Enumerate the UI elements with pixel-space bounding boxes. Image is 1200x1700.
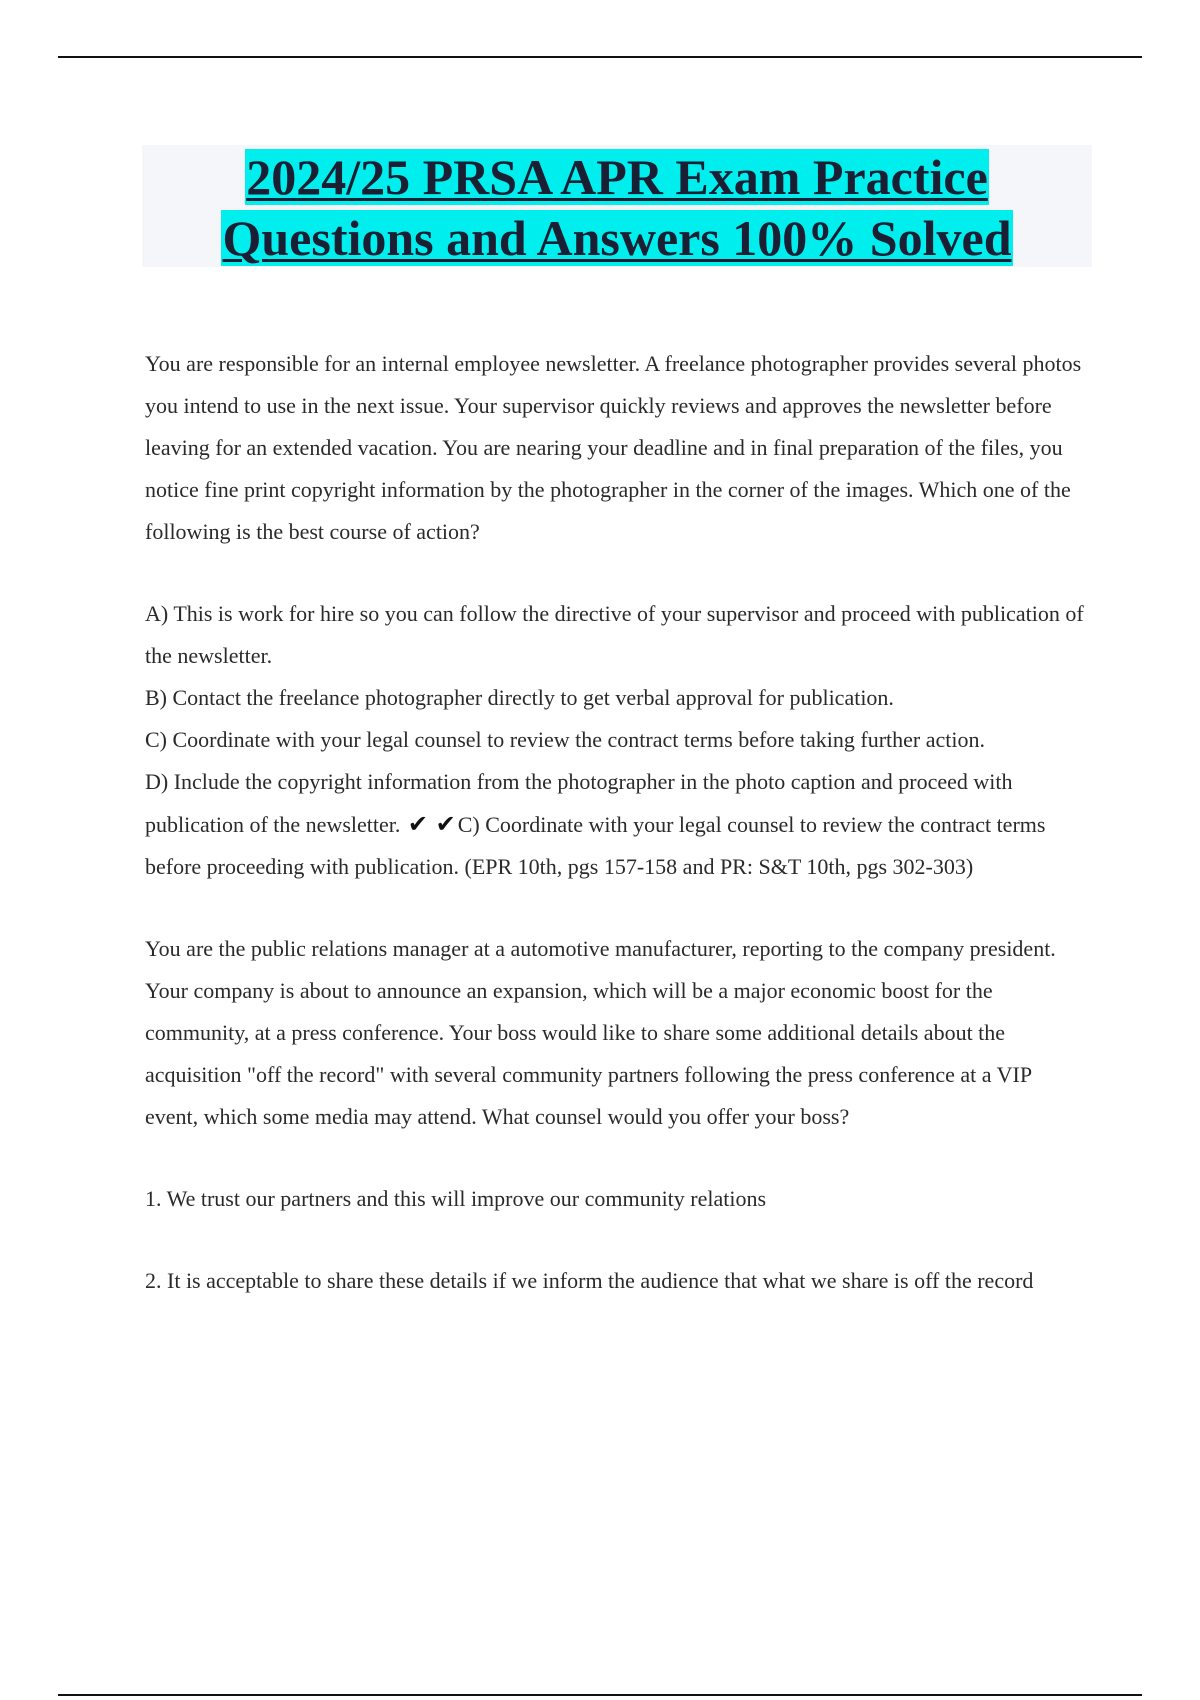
question-2-option-2: 2. It is acceptable to share these details if we inform the audience that what we share is off the record bbox=[145, 1268, 1034, 1293]
question-2-text: You are the public relations manager at a automotive manufacturer, reporting to the company president. Your company is about to announce an expansion, which will be a major economic boost for the community, at a press conference. Your boss would like to share some additional details about the acquisition "off the record" with several community partners following the press conference at a VIP event, which some media may attend. What counsel would you offer your boss? bbox=[145, 936, 1056, 1129]
question-1-option-d-and-answer bbox=[145, 761, 1085, 888]
question-1-answer: C) Coordinate with your legal counsel to review the contract terms before proceeding with publication. (EPR 10th, pgs 157-158 and PR: S&T 10th, pgs 302-303) bbox=[145, 812, 1046, 879]
question-1-option-d: D) Include the copyright information from the photographer in the photo caption and proceed with publication of the newsletter. bbox=[145, 769, 1013, 837]
question-1-text: You are responsible for an internal employee newsletter. A freelance photographer provides several photos you intend to use in the next issue. Your supervisor quickly reviews and approves the newsletter before leaving for an extended vacation. You are nearing your deadline and in final preparation of the files, you notice fine print copyright information by the photographer in the corner of the images. Which one of the following is the best course of action? bbox=[145, 351, 1082, 544]
footer-rule bbox=[58, 1694, 1142, 1696]
page-title bbox=[142, 145, 1092, 269]
title-line-1: 2024/25 PRSA APR Exam Practice bbox=[246, 149, 988, 205]
checkmark-icon: ✔ ✔ bbox=[407, 810, 456, 838]
question-1-option-c: C) Coordinate with your legal counsel to review the contract terms before taking further action. bbox=[145, 727, 985, 752]
question-1-option-a: A) This is work for hire so you can follow the directive of your supervisor and proceed with publication of the newsletter. bbox=[145, 601, 1084, 668]
title-box bbox=[142, 145, 1092, 267]
title-line-2: Questions and Answers 100% Solved bbox=[222, 210, 1012, 266]
header-rule bbox=[58, 56, 1142, 58]
question-2-option-1: 1. We trust our partners and this will improve our community relations bbox=[145, 1186, 767, 1211]
document-body bbox=[145, 343, 1085, 1302]
question-1-option-b: B) Contact the freelance photographer directly to get verbal approval for publication. bbox=[145, 685, 894, 710]
